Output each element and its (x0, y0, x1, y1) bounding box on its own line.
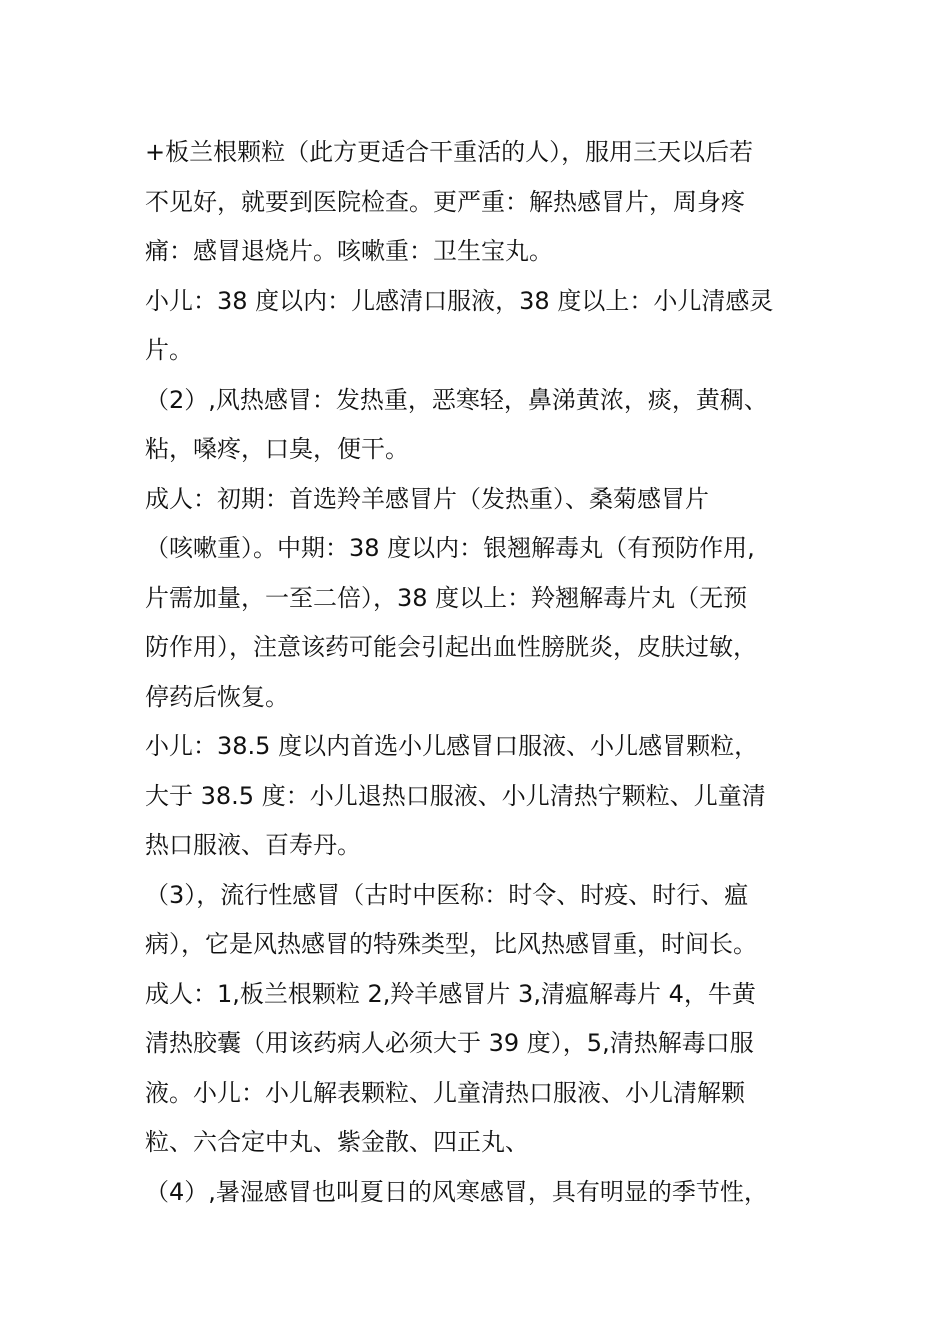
text-line: 大于 38.5 度：小儿退热口服液、小儿清热宁颗粒、儿童清 (145, 781, 766, 810)
document-body (145, 128, 815, 1217)
text-line: 热口服液、百寿丹。 (145, 831, 361, 859)
text-line: 小儿：38 度以内：儿感清口服液，38 度以上：小儿清感灵 (145, 286, 774, 315)
text-line: 停药后恢复。 (145, 682, 289, 711)
text-line: 片需加量，一至二倍），38 度以上：羚翘解毒片丸（无预 (145, 583, 748, 612)
text-line: 防作用），注意该药可能会引起出血性膀胱炎，皮肤过敏， (145, 633, 757, 661)
text-line: +板兰根颗粒（此方更适合干重活的人），服用三天以后若 (145, 138, 754, 166)
text-line: 粘，嗓疼，口臭，便干。 (145, 435, 409, 463)
text-line: 液。小儿：小儿解表颗粒、儿童清热口服液、小儿清解颗 (145, 1078, 745, 1107)
text-line: 清热胶囊（用该药病人必须大于 39 度），5,清热解毒口服 (145, 1029, 754, 1057)
text-line: 痛：感冒退烧片。咳嗽重：卫生宝丸。 (145, 237, 553, 265)
text-line: 片。 (145, 336, 193, 364)
text-line: 小儿：38.5 度以内首选小儿感冒口服液、小儿感冒颗粒， (145, 732, 759, 760)
text-line: （3），流行性感冒（古时中医称：时令、时疫、时行、瘟 (145, 880, 749, 909)
text-line: 成人：初期：首选羚羊感冒片（发热重）、桑菊感冒片 (145, 484, 709, 513)
text-line: 粒、六合定中丸、紫金散、四正丸、 (145, 1128, 529, 1156)
text-line: 成人：1,板兰根颗粒 2,羚羊感冒片 3,清瘟解毒片 4，牛黄 (145, 979, 756, 1008)
text-line: （咳嗽重）。中期：38 度以内：银翘解毒丸（有预防作用, (145, 534, 755, 562)
text-line: （2）,风热感冒：发热重，恶寒轻，鼻涕黄浓，痰，黄稠、 (145, 385, 768, 414)
text-line: （4）,暑湿感冒也叫夏日的风寒感冒，具有明显的季节性， (145, 1177, 768, 1206)
text-line: 不见好，就要到医院检查。更严重：解热感冒片，周身疼 (145, 187, 745, 216)
text-line: 病），它是风热感冒的特殊类型，比风热感冒重，时间长。 (145, 930, 757, 958)
